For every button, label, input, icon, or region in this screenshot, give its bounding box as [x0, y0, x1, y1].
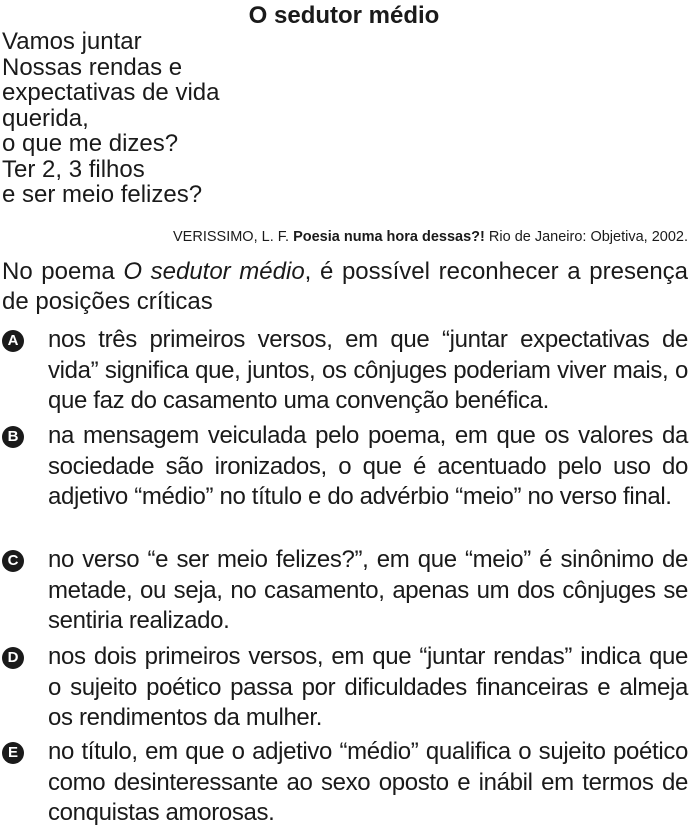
poem-verse: Ter 2, 3 filhos — [2, 155, 145, 183]
option-text: no verso “e ser meio felizes?”, em que “meio” é sinônimo de metade, ou seja, no casamento, apenas um dos cônjuges se sentiria realizado. — [48, 546, 688, 634]
poem-verses — [2, 29, 219, 208]
poem-verse: e ser meio felizes? — [2, 181, 203, 208]
answer-option-c[interactable] — [0, 545, 688, 637]
poem-verse: querida, — [2, 104, 89, 132]
poem-verse: expectativas de vida — [2, 79, 220, 106]
stem-poem-title: O sedutor médio — [123, 258, 305, 285]
poem-title: O sedutor médio — [248, 2, 440, 29]
option-letter-badge: D — [2, 647, 24, 669]
option-text: no título, em que o adjetivo “médio” qualifica o sujeito poético como desinteressante ao sexo oposto e inábil em termos de conquistas amorosas. — [48, 738, 688, 826]
answer-option-e[interactable] — [0, 737, 688, 829]
option-text: nos dois primeiros versos, em que “juntar rendas” indica que o sujeito poético passa por dificuldades financeiras e almeja os rendimentos da mulher. — [48, 643, 688, 731]
stem-text-before: No poema — [2, 258, 124, 285]
option-letter-badge: B — [2, 426, 24, 448]
poem-verse: Vamos juntar — [2, 28, 142, 55]
citation-author: VERISSIMO, L. F. — [173, 229, 290, 245]
answer-option-b[interactable] — [0, 421, 688, 513]
question-stem — [2, 257, 688, 317]
option-text: nos três primeiros versos, em que “juntar expectativas de vida” significa que, juntos, os cônjuges poderiam viver mais, o que faz do casamento uma convenção benéfica. — [48, 326, 688, 414]
poem-citation — [173, 228, 688, 246]
option-letter-badge: E — [2, 742, 24, 764]
stem-text-after: , é possível reconhecer a presença de posições críticas — [2, 258, 689, 315]
answer-option-a[interactable] — [0, 325, 688, 417]
answer-option-d[interactable] — [0, 642, 688, 734]
option-text: na mensagem veiculada pelo poema, em que os valores da sociedade são ironizados, o que é acentuado pelo uso do adjetivo “médio” no título e do advérbio “meio” no verso final. — [48, 422, 688, 510]
poem-verse: Nossas rendas e — [2, 53, 183, 81]
citation-work: Poesia numa hora dessas?! — [293, 229, 485, 245]
option-letter-badge: C — [2, 550, 24, 572]
citation-publisher: Rio de Janeiro: Objetiva, 2002. — [488, 229, 688, 245]
poem-verse: o que me dizes? — [2, 130, 179, 157]
option-letter-badge: A — [2, 330, 24, 352]
